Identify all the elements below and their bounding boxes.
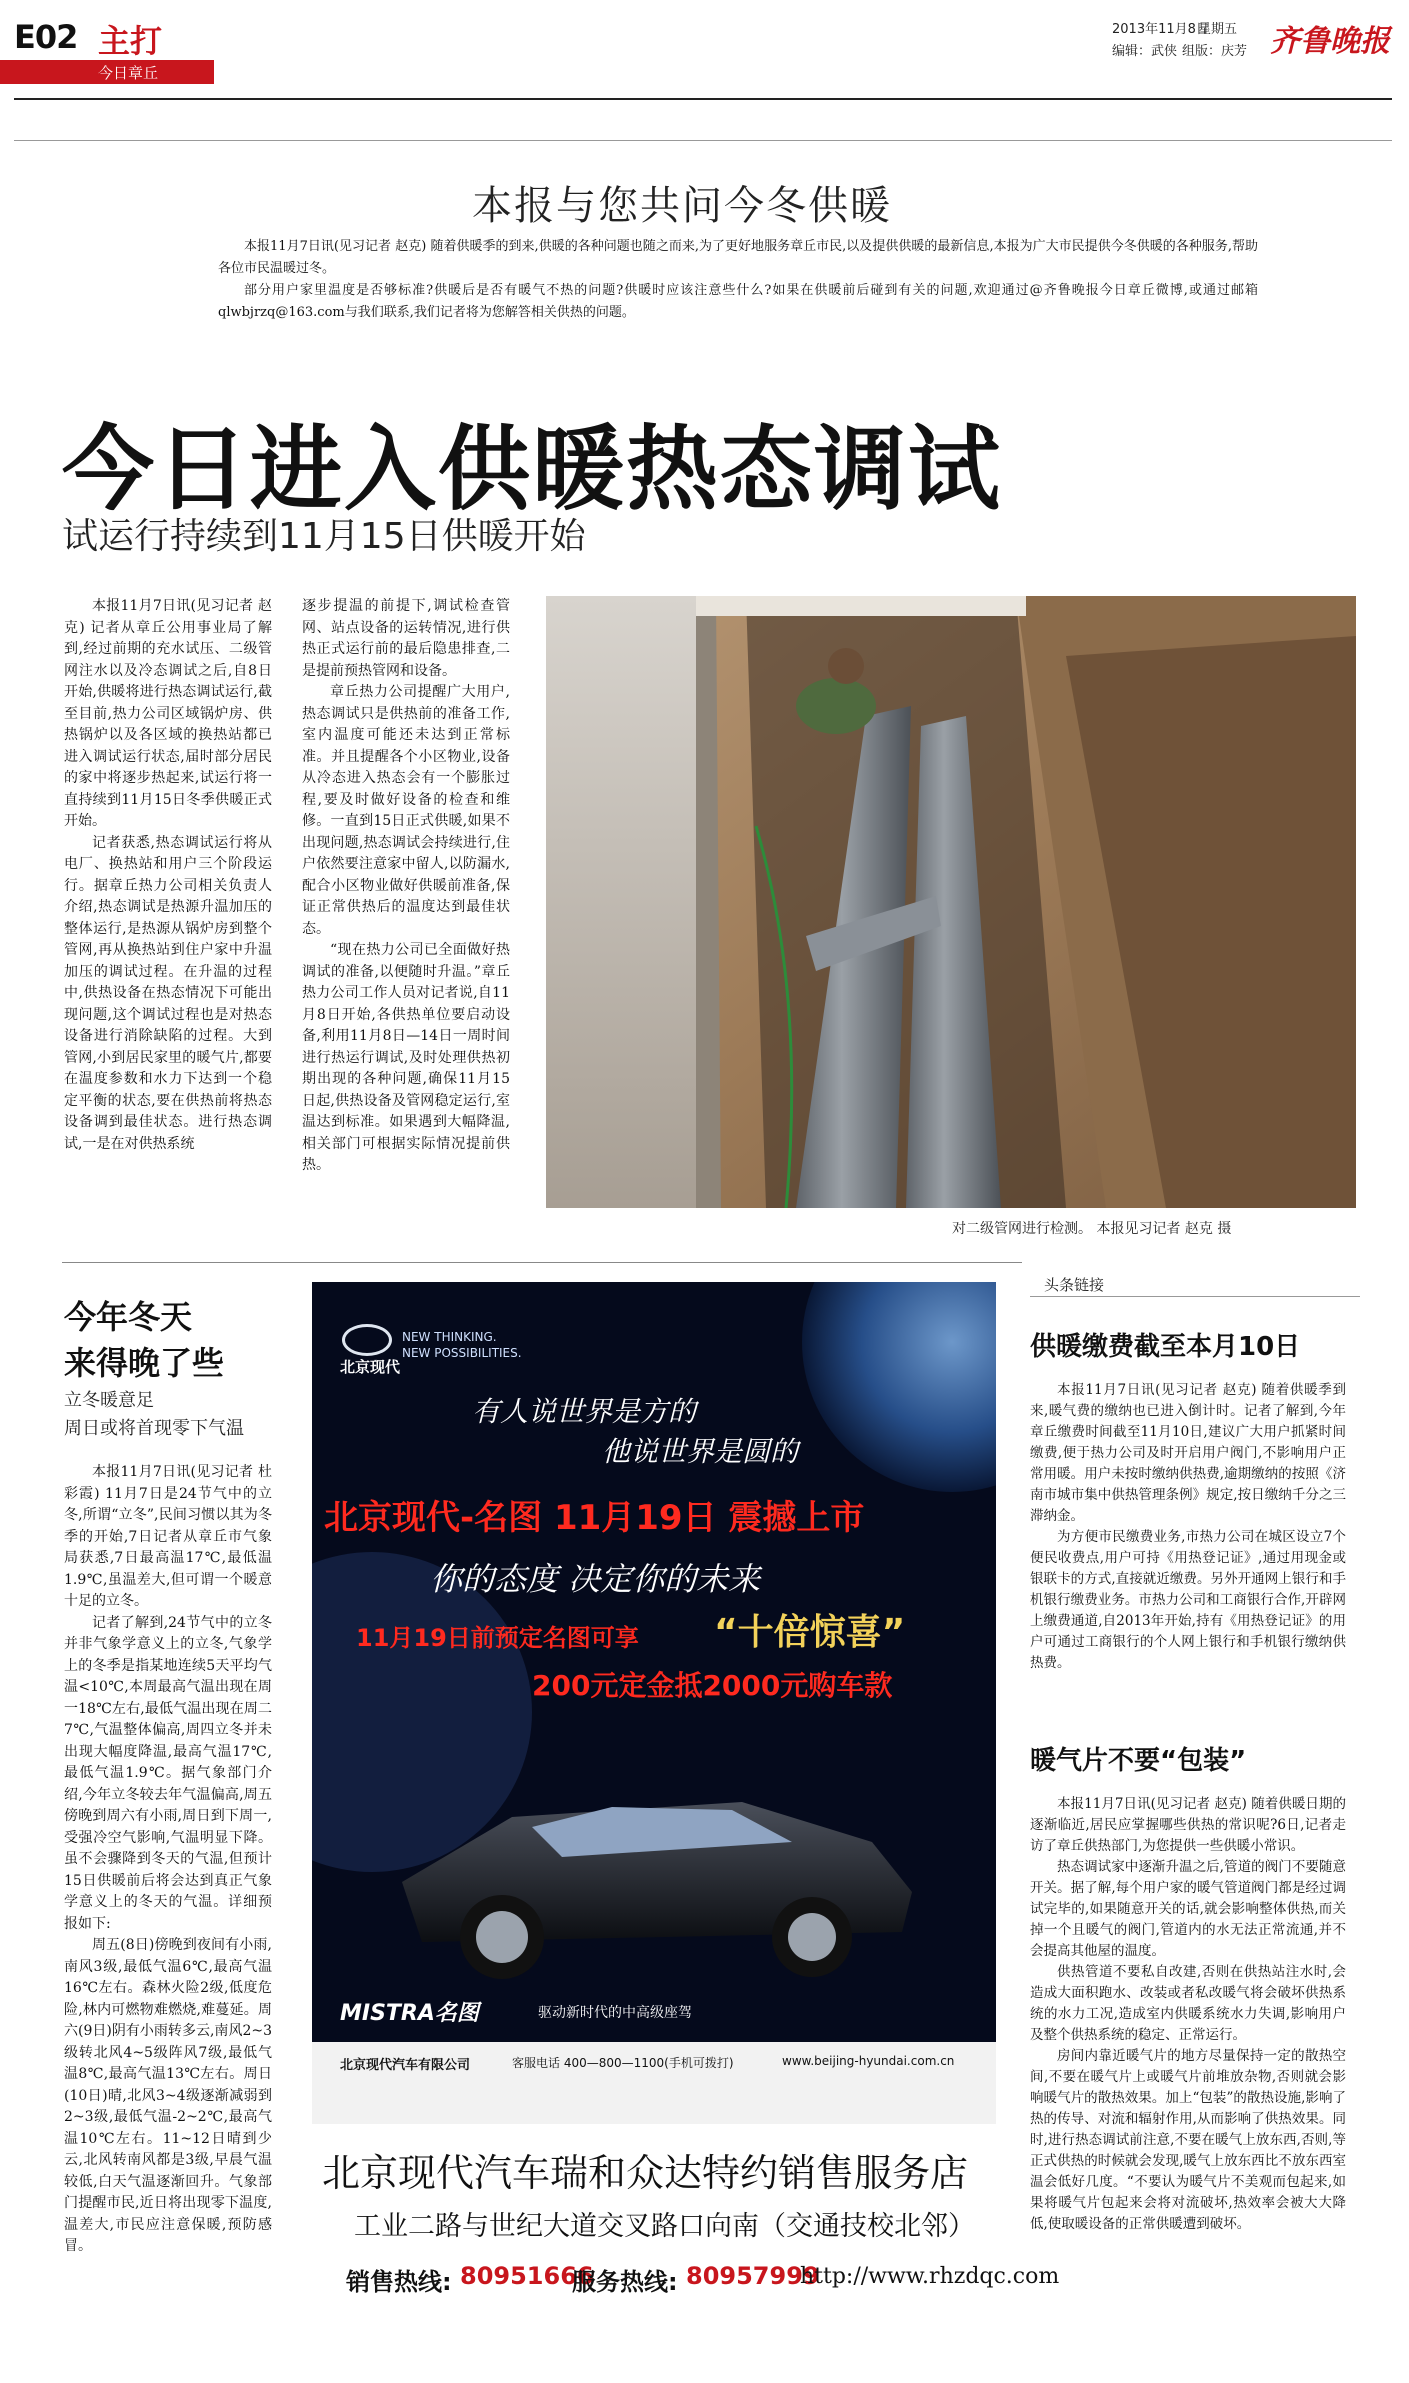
- header-editor: 编辑：武侠: [1112, 44, 1178, 59]
- sidebar-story1-p1: 本报11月7日讯(见习记者 赵克) 随着供暖季到来,暖气费的缴纳也已进入倒计时。记者了解到,今年章丘缴费时间截至11月10日,建议广大用户抓紧时间缴费,便于热力公司及时开启用户阀门,不影响用户正常用暖。用户未按时缴纳供热费,逾期缴纳的按照《济南市城市集中供热管理条例》规定,按日缴纳千分之三滞纳金。: [1030, 1382, 1346, 1524]
- hyundai-ad: [312, 1282, 996, 2124]
- ad-model-desc: 驱动新时代的中高级座驾: [538, 2005, 692, 2021]
- ad-slogan-1: NEW THINKING.: [402, 1330, 497, 1344]
- banner-intro-p1: 本报11月7日讯(见习记者 赵克) 随着供暖季的到来,供暖的各种问题也随之而来,为了更好地服务章丘市民,以及提供供暖的最新信息,本报为广大市民提供今冬供暖的各种服务,帮助各位市民温暖过冬。: [218, 239, 1258, 276]
- main-col2-p3: “现在热力公司已全面做好热调试的准备,以便随时升温。”章丘热力公司工作人员对记者说,自11月8日开始,各供热单位要启动设备,利用11月8日—14日一周时间进行热运行调试,及时处理供热初期出现的各种问题,确保11月15日起,供热设备及管网稳定运行,室温达到标准。如果遇到大幅降温,相关部门可根据实际情况提前供热。: [302, 942, 510, 1173]
- banner-intro: [218, 236, 1258, 324]
- dealer-sales-number: 80951666: [460, 2262, 594, 2290]
- page-number: E02: [14, 18, 78, 56]
- banner-title: 本报与您共问今冬供暖: [472, 183, 892, 229]
- ad-tagline: 你的态度 决定你的未来: [430, 1560, 761, 1598]
- banner-intro-p2: 部分用户家里温度是否够标准?供暖后是否有暖气不热的问题?供暖时应该注意些什么?如果在供暖前后碰到有关的问题,欢迎通过@齐鲁晚报今日章丘微博,或通过邮箱qlwbjrzq@163.com与我们联系,我们记者将为您解答相关供热的问题。: [218, 283, 1258, 320]
- ad-deposit: 200元定金抵2000元购车款: [532, 1669, 893, 1702]
- sidebar-tag: 头条链接: [1044, 1276, 1105, 1294]
- header-rule-thin: [14, 140, 1392, 141]
- sidebar-story2-body: [1030, 1794, 1346, 2235]
- header-weekday: 星期五: [1198, 22, 1238, 37]
- winter-p3: 周五(8日)傍晚到夜间有小雨,南风3级,最低气温6℃,最高气温16℃左右。森林火险2级,低度危险,林内可燃物难燃烧,难蔓延。周六(9日)阴有小雨转多云,南风2~3级转北风4~5级阵风7级,最低气温8℃,最高气温13℃左右。周日(10日)晴,北风3~4级逐渐减弱到2~3级,最低气温-2~2℃,最高气温10℃左右。11~12日晴到少云,北风转南风都是3级,早晨气温较低,白天气温逐渐回升。气象部门提醒市民,近日将出现零下温度,温差大,市民应注意保暖,预防感冒。: [64, 1937, 272, 2254]
- ad-website: www.beijing-hyundai.com.cn: [782, 2054, 955, 2068]
- ad-hotline: 客服电话 400—800—1100(手机可拨打): [512, 2056, 734, 2070]
- sidebar-story2-p2: 热态调试家中逐渐升温之后,管道的阀门不要随意开关。据了解,每个用户家的暖气管道阀门都是经过调试完毕的,如果随意开关的话,就会影响整体供热,而关掉一个且暖气的阀门,管道内的水无法正常流通,并不会提高其他屋的温度。: [1030, 1859, 1346, 1959]
- winter-sub-2: 周日或将首现零下气温: [64, 1418, 244, 1439]
- pipe-photo: [546, 596, 1356, 1208]
- ad-line-2: 他说世界是圆的: [602, 1435, 799, 1468]
- ad-promo-highlight: “十倍惊喜”: [714, 1612, 906, 1653]
- winter-headline-1: 今年冬天: [64, 1298, 193, 1336]
- main-col1-p1: 本报11月7日讯(见习记者 赵克) 记者从章丘公用事业局了解到,经过前期的充水试压、二级管网注水以及冷态调试之后,自8日开始,供暖将进行热态调试运行,截至目前,热力公司区域锅炉房、供热锅炉以及各区域的换热站都已进入调试运行状态,届时部分居民的家中将逐步热起来,试运行将一直持续到11月15日冬季供暖正式开始。: [64, 598, 272, 829]
- sidebar-story2-title: 暖气片不要“包装”: [1030, 1746, 1247, 1776]
- main-col2-p1: 逐步提温的前提下,调试检查管网、站点设备的运转情况,进行供热正式运行前的最后隐患排查,二是提前预热管网和设备。: [302, 598, 510, 679]
- dealer-website: http://www.rhzdqc.com: [800, 2264, 1060, 2289]
- ad-brand: 北京现代: [340, 1358, 401, 1376]
- ad-launch: 北京现代-名图 11月19日 震撼上市: [324, 1498, 865, 1538]
- winter-p1: 本报11月7日讯(见习记者 杜彩霞) 11月7日是24节气中的立冬,所谓“立冬”,民间习惯以其为冬季的开始,7日记者从章丘市气象局获悉,7日最高温17℃,最低温1.9℃,虽温差大,但可谓一个暖意十足的立冬。: [64, 1464, 272, 1609]
- sidebar-story2-p3: 供热管道不要私自改建,否则在供热站注水时,会造成大面积跑水、改装或者私改暖气将会破坏供热系统的水力工况,造成室内供暖系统水力失调,影响用户及整个供热系统的稳定、正常运行。: [1030, 1964, 1346, 2043]
- winter-p2: 记者了解到,24节气中的立冬并非气象学意义上的立冬,气象学上的冬季是指某地连续5天平均气温<10℃,本周最高气温出现在周一18℃左右,最低气温出现在周二7℃,气温整体偏高,周四立冬并未出现大幅度降温,最高气温17℃,最低气温1.9℃。据气象部门介绍,今年立冬较去年气温偏高,周五傍晚到周六有小雨,周日到下周一,受强冷空气影响,气温明显下降。虽不会骤降到冬天的气温,但预计15日供暖前后将会达到真正气象学意义上的冬天的气温。详细预报如下:: [64, 1614, 272, 1932]
- dealer-address: 工业二路与世纪大道交叉路口向南（交通技校北邻）: [354, 2211, 975, 2242]
- main-col2-p2: 章丘热力公司提醒广大用户,热态调试只是供热前的准备工作,室内温度可能还未达到正常标准。并且提醒各个小区物业,设备从冷态进入热态会有一个膨胀过程,要及时做好设备的检查和维修。一直到15日正式供暖,如果不出现问题,热态调试会持续进行,住户依然要注意家中留人,以防漏水,配合小区物业做好供暖前准备,保证正常供热后的温度达到最佳状态。: [302, 684, 510, 937]
- header-date: 2013年11月8日: [1112, 22, 1209, 37]
- ad-model-name: MISTRA名图: [340, 2001, 479, 2026]
- main-headline: 今日进入供暖热态调试: [62, 416, 1003, 523]
- sub-section-label: 今日章丘: [98, 64, 159, 82]
- sidebar-story1-p2: 为方便市民缴费业务,市热力公司在城区设立7个便民收费点,用户可持《用热登记证》,通过用现金或银联卡的方式,直接就近缴费。另外开通网上银行和手机银行缴费业务。市热力公司和工商银行合作,开辟网上缴费通道,自2013年开始,持有《用热登记证》的用户可通过工商银行的个人网上银行和手机银行缴纳供热费。: [1030, 1529, 1346, 1671]
- winter-story-body: [64, 1462, 272, 2258]
- dealer-name: 北京现代汽车瑞和众达特约销售服务店: [322, 2151, 969, 2195]
- hyundai-logo: [342, 1324, 392, 1356]
- ad-company: 北京现代汽车有限公司: [340, 2058, 471, 2073]
- ad-promo-prefix: 11月19日前预定名图可享: [356, 1624, 639, 1652]
- winter-headline-2: 来得晚了些: [64, 1344, 225, 1382]
- sidebar-story1-body: [1030, 1380, 1346, 1674]
- dealer-sales-label: 销售热线:: [346, 2268, 452, 2296]
- sidebar-story2-p1: 本报11月7日讯(见习记者 赵克) 随着供暖日期的逐渐临近,居民应掌握哪些供热的常识呢?6日,记者走访了章丘供热部门,为您提供一些供暖小常识。: [1030, 1796, 1346, 1854]
- dealer-service-label: 服务热线:: [572, 2268, 678, 2296]
- main-story-col2: [302, 596, 510, 1177]
- header-rule: [14, 98, 1392, 100]
- main-story-col1: [64, 596, 272, 1155]
- header-layout: 组版：庆芳: [1182, 44, 1248, 59]
- main-subheadline: 试运行持续到11月15日供暖开始: [62, 516, 586, 557]
- section-title: 主打: [98, 22, 163, 60]
- sidebar-story2-p4: 房间内靠近暖气片的地方尽量保持一定的散热空间,不要在暖气片上或暖气片前堆放杂物,否则就会影响暖气片的散热效果。加上“包装”的散热设施,影响了热的传导、对流和辐射作用,从而影响了供热效果。同时,进行热态调试前注意,不要在暖气上放东西,否则,等正式供热的时候就会发现,暖气上放东西比不放东西室温会低好几度。“不要认为暖气片不美观而包起来,如果将暖气片包起来会将对流破坏,热效率会被大大降低,使取暖设备的正常供暖遭到破坏。: [1030, 2048, 1346, 2232]
- main-col1-p2: 记者获悉,热态调试运行将从电厂、换热站和用户三个阶段运行。据章丘热力公司相关负责人介绍,热态调试是热源升温加压的整体运行,是热源从锅炉房到整个管网,再从换热站到住户家中升温加压的调试过程。在升温的过程中,供热设备在热态情况下可能出现问题,这个调试过程也是对热态设备进行消除缺陷的过程。大到管网,小到居民家里的暖气片,都要在温度参数和水力下达到一个稳定平衡的状态,要在供热前将热态设备调到最佳状态。进行热态调试,一是在对供热系统: [64, 834, 272, 1152]
- photo-caption: 对二级管网进行检测。 本报见习记者 赵克 摄: [952, 1221, 1232, 1237]
- ad-line-1: 有人说世界是方的: [472, 1395, 697, 1428]
- dealer-service-number: 80957999: [686, 2262, 820, 2290]
- sidebar-story1-title: 供暖缴费截至本月10日: [1030, 1332, 1301, 1362]
- winter-sub-1: 立冬暖意足: [64, 1390, 154, 1411]
- section-divider: [62, 1262, 1022, 1263]
- ad-slogan-2: NEW POSSIBILITIES.: [402, 1346, 522, 1360]
- paper-logo: 齐鲁晚报: [1270, 24, 1390, 59]
- pipe-photo-image: [546, 596, 1356, 1208]
